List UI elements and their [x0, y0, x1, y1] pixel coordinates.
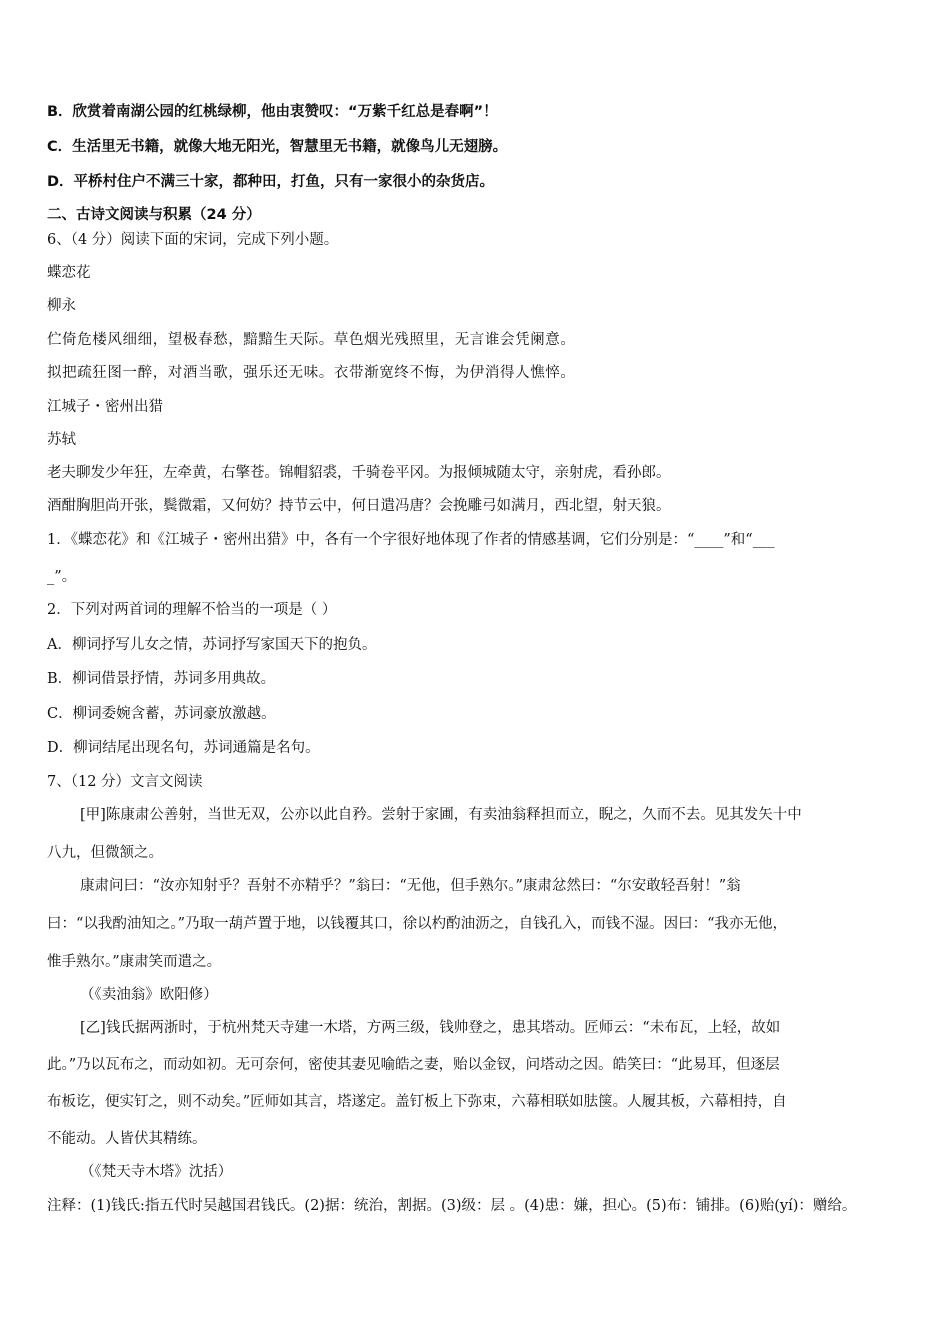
poem2-author: 苏轼: [47, 432, 76, 448]
poem1-line-2: 拟把疏狂图一醉，对酒当歌，强乐还无味。衣带渐宽终不悔，为伊消得人憔悴。: [47, 365, 576, 381]
sub-question-2: 2．下列对两首词的理解不恰当的一项是（ ）: [47, 602, 337, 618]
option-c-q6: C．柳词委婉含蓄，苏词豪放激越。: [47, 706, 276, 722]
poem2-title: 江城子・密州出猎: [47, 399, 163, 415]
option-a-q6: A．柳词抒写儿女之情，苏词抒写家国天下的抱负。: [47, 637, 377, 653]
passage-yi-line-1: [乙]钱氏据两浙时，于杭州梵天寺建一木塔，方两三级，钱帅登之，患其塔动。匠师云：“未布瓦，上轻，故如: [80, 1020, 781, 1036]
passage-jia-p2-line-1: 康肃问曰：“汝亦知射乎？吾射不亦精乎？”翁曰：“无他，但手熟尔。”康肃忿然曰：“尔安敢轻吾射！”翁: [80, 878, 741, 894]
passage-yi-source: （《梵天寺木塔》沈括）: [80, 1164, 233, 1180]
section-heading: 二、古诗文阅读与积累（24 分）: [47, 207, 261, 223]
option-d-q6: D．柳词结尾出现名句，苏词通篇是名句。: [47, 740, 320, 756]
poem1-author: 柳永: [47, 298, 76, 314]
sub-question-1-line-1: 1．《蝶恋花》和《江城子・密州出猎》中，各有一个字很好地体现了作者的情感基调，它们分别是：“____”和“___: [47, 532, 775, 548]
annotation-notes: 注释：(1)钱氏:指五代时吴越国君钱氏。(2)据：统治，割据。(3)级：层 。(4)患：嫌，担心。(5)布：铺排。(6)贻(yí)：赠给。: [47, 1198, 857, 1214]
passage-jia-p1-line-2: 八九，但微颔之。: [47, 845, 163, 861]
passage-yi-line-3: 布板讫，便实钉之，则不动矣。”匠师如其言，塔遂定。盖钉板上下弥束，六幕相联如胠箧。人履其板，六幕相持，自: [47, 1094, 787, 1110]
option-d-q5: D．平桥村住户不满三十家，都种田，打鱼，只有一家很小的杂货店。: [47, 174, 495, 190]
option-b-q6: B．柳词借景抒情，苏词多用典故。: [47, 671, 276, 687]
passage-yi-line-2: 此。”乃以瓦布之，而动如初。无可奈何，密使其妻见喻皓之妻，贻以金钗，问塔动之因。皓笑曰：“此易耳，但逐层: [47, 1057, 780, 1073]
sub-question-1-line-2: _”。: [47, 569, 77, 585]
poem1-title: 蝶恋花: [47, 265, 91, 281]
poem1-line-1: 伫倚危楼风细细，望极春愁，黯黯生天际。草色烟光残照里，无言谁会凭阑意。: [47, 332, 576, 348]
passage-yi-line-4: 不能动。人皆伏其精练。: [47, 1131, 207, 1147]
option-b-q5: B．欣赏着南湖公园的红桃绿柳，他由衷赞叹：“万紫千红总是春啊”！: [47, 104, 498, 120]
poem2-line-1: 老夫聊发少年狂，左牵黄，右擎苍。锦帽貂裘，千骑卷平冈。为报倾城随太守，亲射虎，看孙郎。: [47, 465, 671, 481]
passage-jia-p2-line-3: 惟手熟尔。”康肃笑而遣之。: [47, 954, 222, 970]
passage-jia-p2-line-2: 曰：“以我酌油知之。”乃取一葫芦置于地，以钱覆其口，徐以杓酌油沥之，自钱孔入，而钱不湿。因曰：“我亦无他，: [47, 916, 787, 932]
passage-jia-source: （《卖油翁》欧阳修）: [80, 987, 218, 1003]
option-c-q5: C．生活里无书籍，就像大地无阳光，智慧里无书籍，就像鸟儿无翅膀。: [47, 139, 508, 155]
poem2-line-2: 酒酣胸胆尚开张，鬓微霜，又何妨？持节云中，何日遣冯唐？会挽雕弓如满月，西北望，射天狼。: [47, 498, 671, 514]
question-6-intro: 6、（4 分）阅读下面的宋词，完成下列小题。: [47, 232, 339, 248]
passage-jia-p1-line-1: [甲]陈康肃公善射，当世无双，公亦以此自矜。尝射于家圃，有卖油翁释担而立，睨之，久而不去。见其发矢十中: [80, 807, 802, 823]
question-7-intro: 7、（12 分）文言文阅读: [47, 774, 203, 790]
